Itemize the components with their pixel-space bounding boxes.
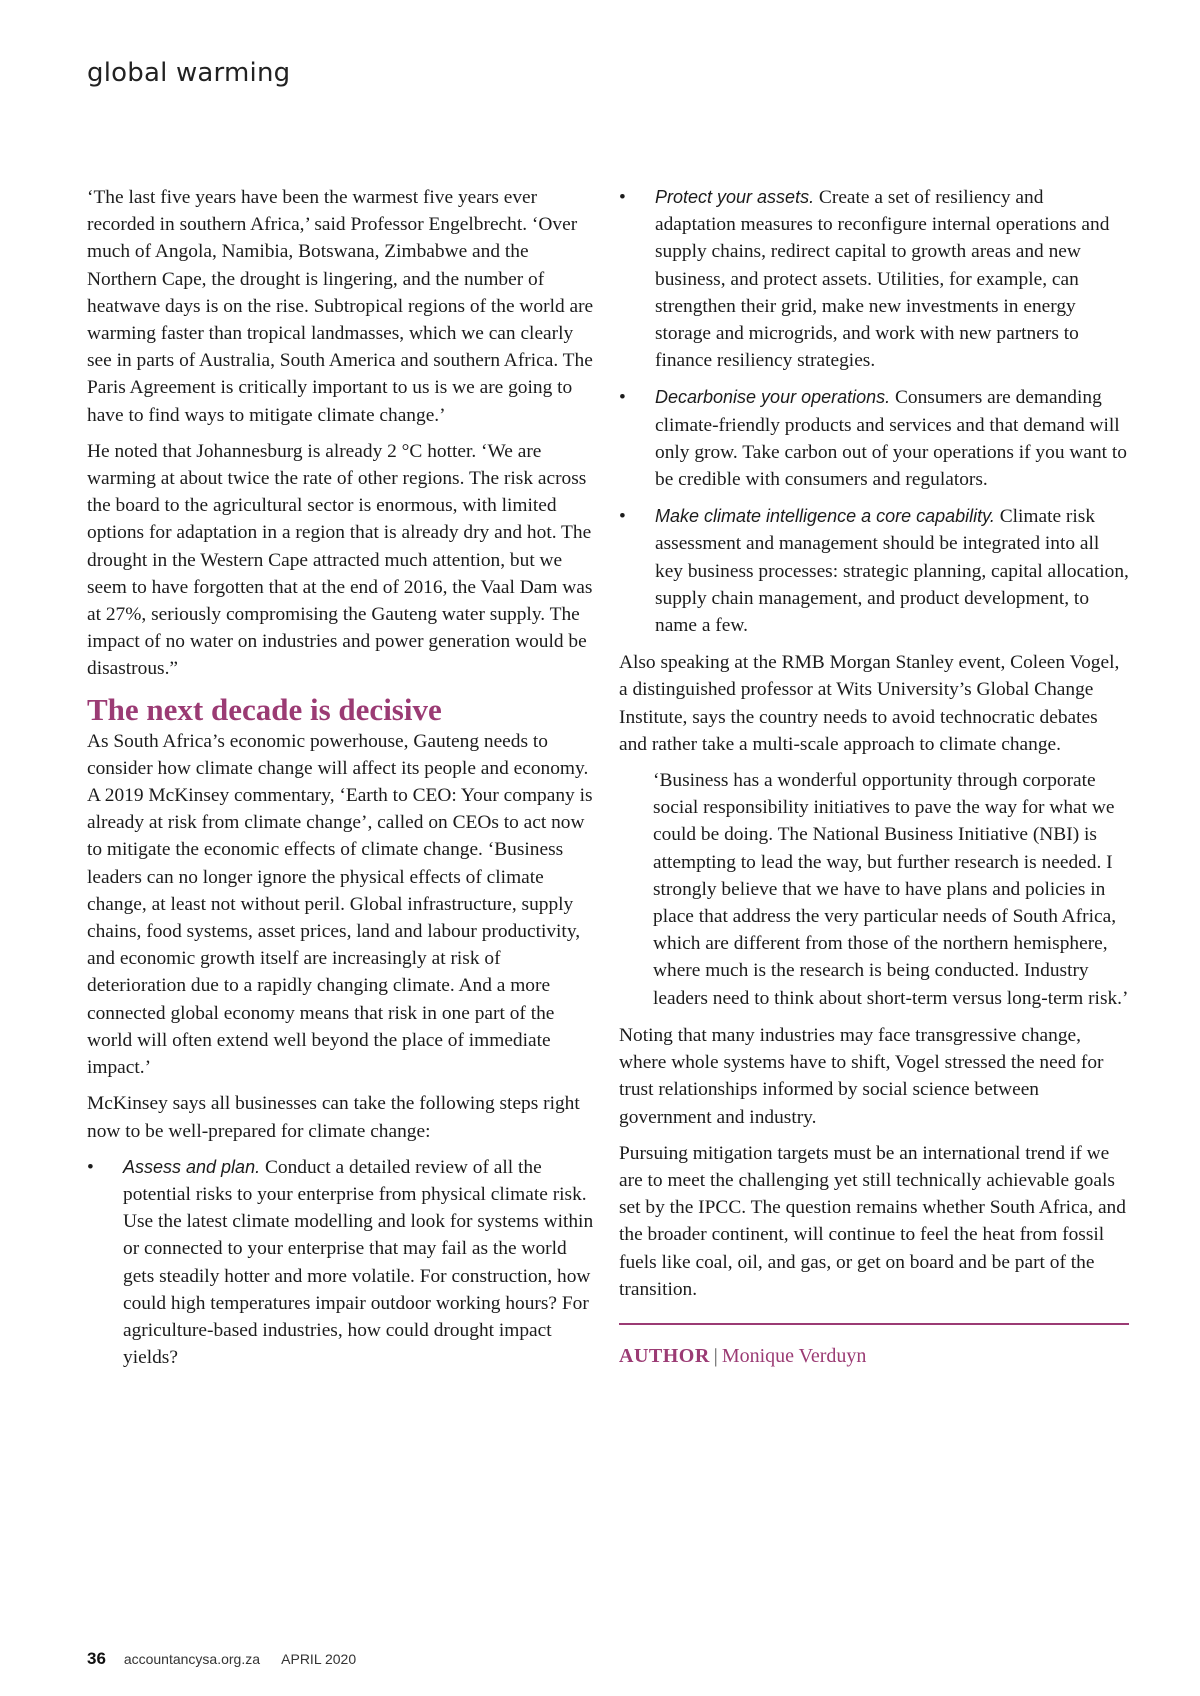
paragraph-gauteng: As South Africa’s economic powerhouse, Gauteng needs to consider how climate change will affect its people and economy. A 2019 McKinsey commentary, ‘Earth to CEO: Your company is already at risk from climate change’, called on CEOs to act now to mitigate the economic effects of climate change. ‘Business leaders can no longer ignore the physical effects of climate change, at least not without peril. Global infrastructure, supply chains, food systems, asset prices, land and labour productivity, and economic growth itself are increasingly at risk of deterioration due to a rapidly changing climate. And a more connected global economy means that risk in one part of the world will often extend well beyond the place of immediate impact.’ <box>87 730 593 1079</box>
bullet-icon: • <box>619 187 626 208</box>
list-item <box>619 503 1129 639</box>
steps-list-right <box>619 184 1129 639</box>
bullet-icon: • <box>87 1156 94 1178</box>
list-item <box>619 384 1129 493</box>
paragraph-vogel: Also speaking at the RMB Morgan Stanley event, Coleen Vogel, a distinguished professor at Wits University’s Global Change Institute, says the country needs to avoid technocratic debates and rather take a multi-scale approach to climate change. <box>619 652 1120 755</box>
right-column <box>619 184 1129 1370</box>
page-number: 36 <box>87 1649 106 1668</box>
author-divider <box>619 1323 1129 1325</box>
bullet-lead: Protect your assets. <box>655 187 815 207</box>
author-label: AUTHOR <box>619 1344 710 1367</box>
bullet-icon: • <box>619 387 626 409</box>
section-title: global warming <box>87 58 291 88</box>
paragraph-transgressive-change: Noting that many industries may face transgressive change, where whole systems have to shift, Vogel stressed the need for trust relationships informed by social science between government and industry. <box>619 1024 1104 1128</box>
bullet-text: Create a set of resiliency and adaptation measures to reconfigure internal operations and supply chains, redirect capital to growth areas and new business, and protect assets. Utilities, for example, can strengthen their grid, make new investments in energy storage and microgrids, and work with new partners to finance resiliency strategies. <box>655 187 1110 372</box>
subheading: The next decade is decisive <box>87 691 442 727</box>
author-separator: | <box>713 1344 718 1367</box>
left-column <box>87 184 599 1381</box>
bullet-lead: Assess and plan. <box>123 1156 261 1177</box>
page-footer <box>87 1649 356 1669</box>
website-link[interactable]: accountancysa.org.za <box>123 1651 261 1667</box>
paragraph-johannesburg: He noted that Johannesburg is already 2 °C hotter. ‘We are warming at about twice the rate of other regions. The risk across the board to the agricultural sector is enormous, with limited options for adaptation in a region that is already dry and hot. The drought in the Western Cape attracted much attention, but we seem to have forgotten that at the end of 2016, the Vaal Dam was at 27%, seriously compromising the Gauteng water supply. The impact of no water on industries and power generation would be disastrous.” <box>87 440 593 680</box>
issue-date: APRIL 2020 <box>281 1651 357 1667</box>
list-item <box>87 1154 599 1372</box>
paragraph-mitigation: Pursuing mitigation targets must be an international trend if we are to meet the challenging yet still technically achievable goals set by the IPCC. The question remains whether South Africa, and the broader continent, will continue to feel the heat from fossil fuels like coal, oil, and gas, or get on board and be part of the transition. <box>619 1142 1126 1300</box>
bullet-text: Conduct a detailed review of all the potential risks to your enterprise from physical climate risk. Use the latest climate modelling and look for systems within or connected to your enterprise that may fail as the world gets steadily hotter and more volatile. For construction, how could high temperatures impair outdoor working hours? For agriculture-based industries, how could drought impact yields? <box>123 1156 594 1369</box>
author-byline <box>619 1343 1129 1370</box>
author-name: Monique Verduyn <box>721 1344 867 1367</box>
bullet-icon: • <box>619 506 626 528</box>
paragraph-engelbrecht-quote: ‘The last five years have been the warmest five years ever recorded in southern Africa,’ said Professor Engelbrecht. ‘Over much of Angola, Namibia, Botswana, Zimbabwe and the Northern Cape, the drought is lingering, and the number of heatwave days is on the rise. Subtropical regions of the world are warming faster than tropical landmasses, which we can clearly see in parts of Australia, South America and southern Africa. The Paris Agreement is critically important to us is we are going to have to find ways to mitigate climate change.’ <box>87 187 594 426</box>
bullet-text: Consumers are demanding climate-friendly products and services and that demand will only grow. Take carbon out of your operations if you want to be credible with consumers and regulators. <box>655 387 1127 491</box>
paragraph-mckinsey-steps: McKinsey says all businesses can take the following steps right now to be well-prepared for climate change: <box>87 1093 580 1142</box>
block-quote: ‘Business has a wonderful opportunity through corporate social responsibility initiatives to pave the way for what we could be doing. The National Business Initiative (NBI) is attempting to lead the way, but further research is needed. I strongly believe that we have to have plans and policies in place that address the very particular needs of South Africa, which are different from those of the northern hemisphere, where much is the research is being conducted. Industry leaders need to think about short-term versus long-term risk.’ <box>653 770 1129 1009</box>
bullet-lead: Decarbonise your operations. <box>655 387 891 408</box>
bullet-text: Climate risk assessment and management should be integrated into all key business processes: strategic planning, capital allocation, supply chain management, and product development, to name a few. <box>655 506 1129 637</box>
steps-list-left <box>87 1154 599 1372</box>
bullet-lead: Make climate intelligence a core capability. <box>655 506 995 527</box>
list-item <box>619 184 1129 374</box>
